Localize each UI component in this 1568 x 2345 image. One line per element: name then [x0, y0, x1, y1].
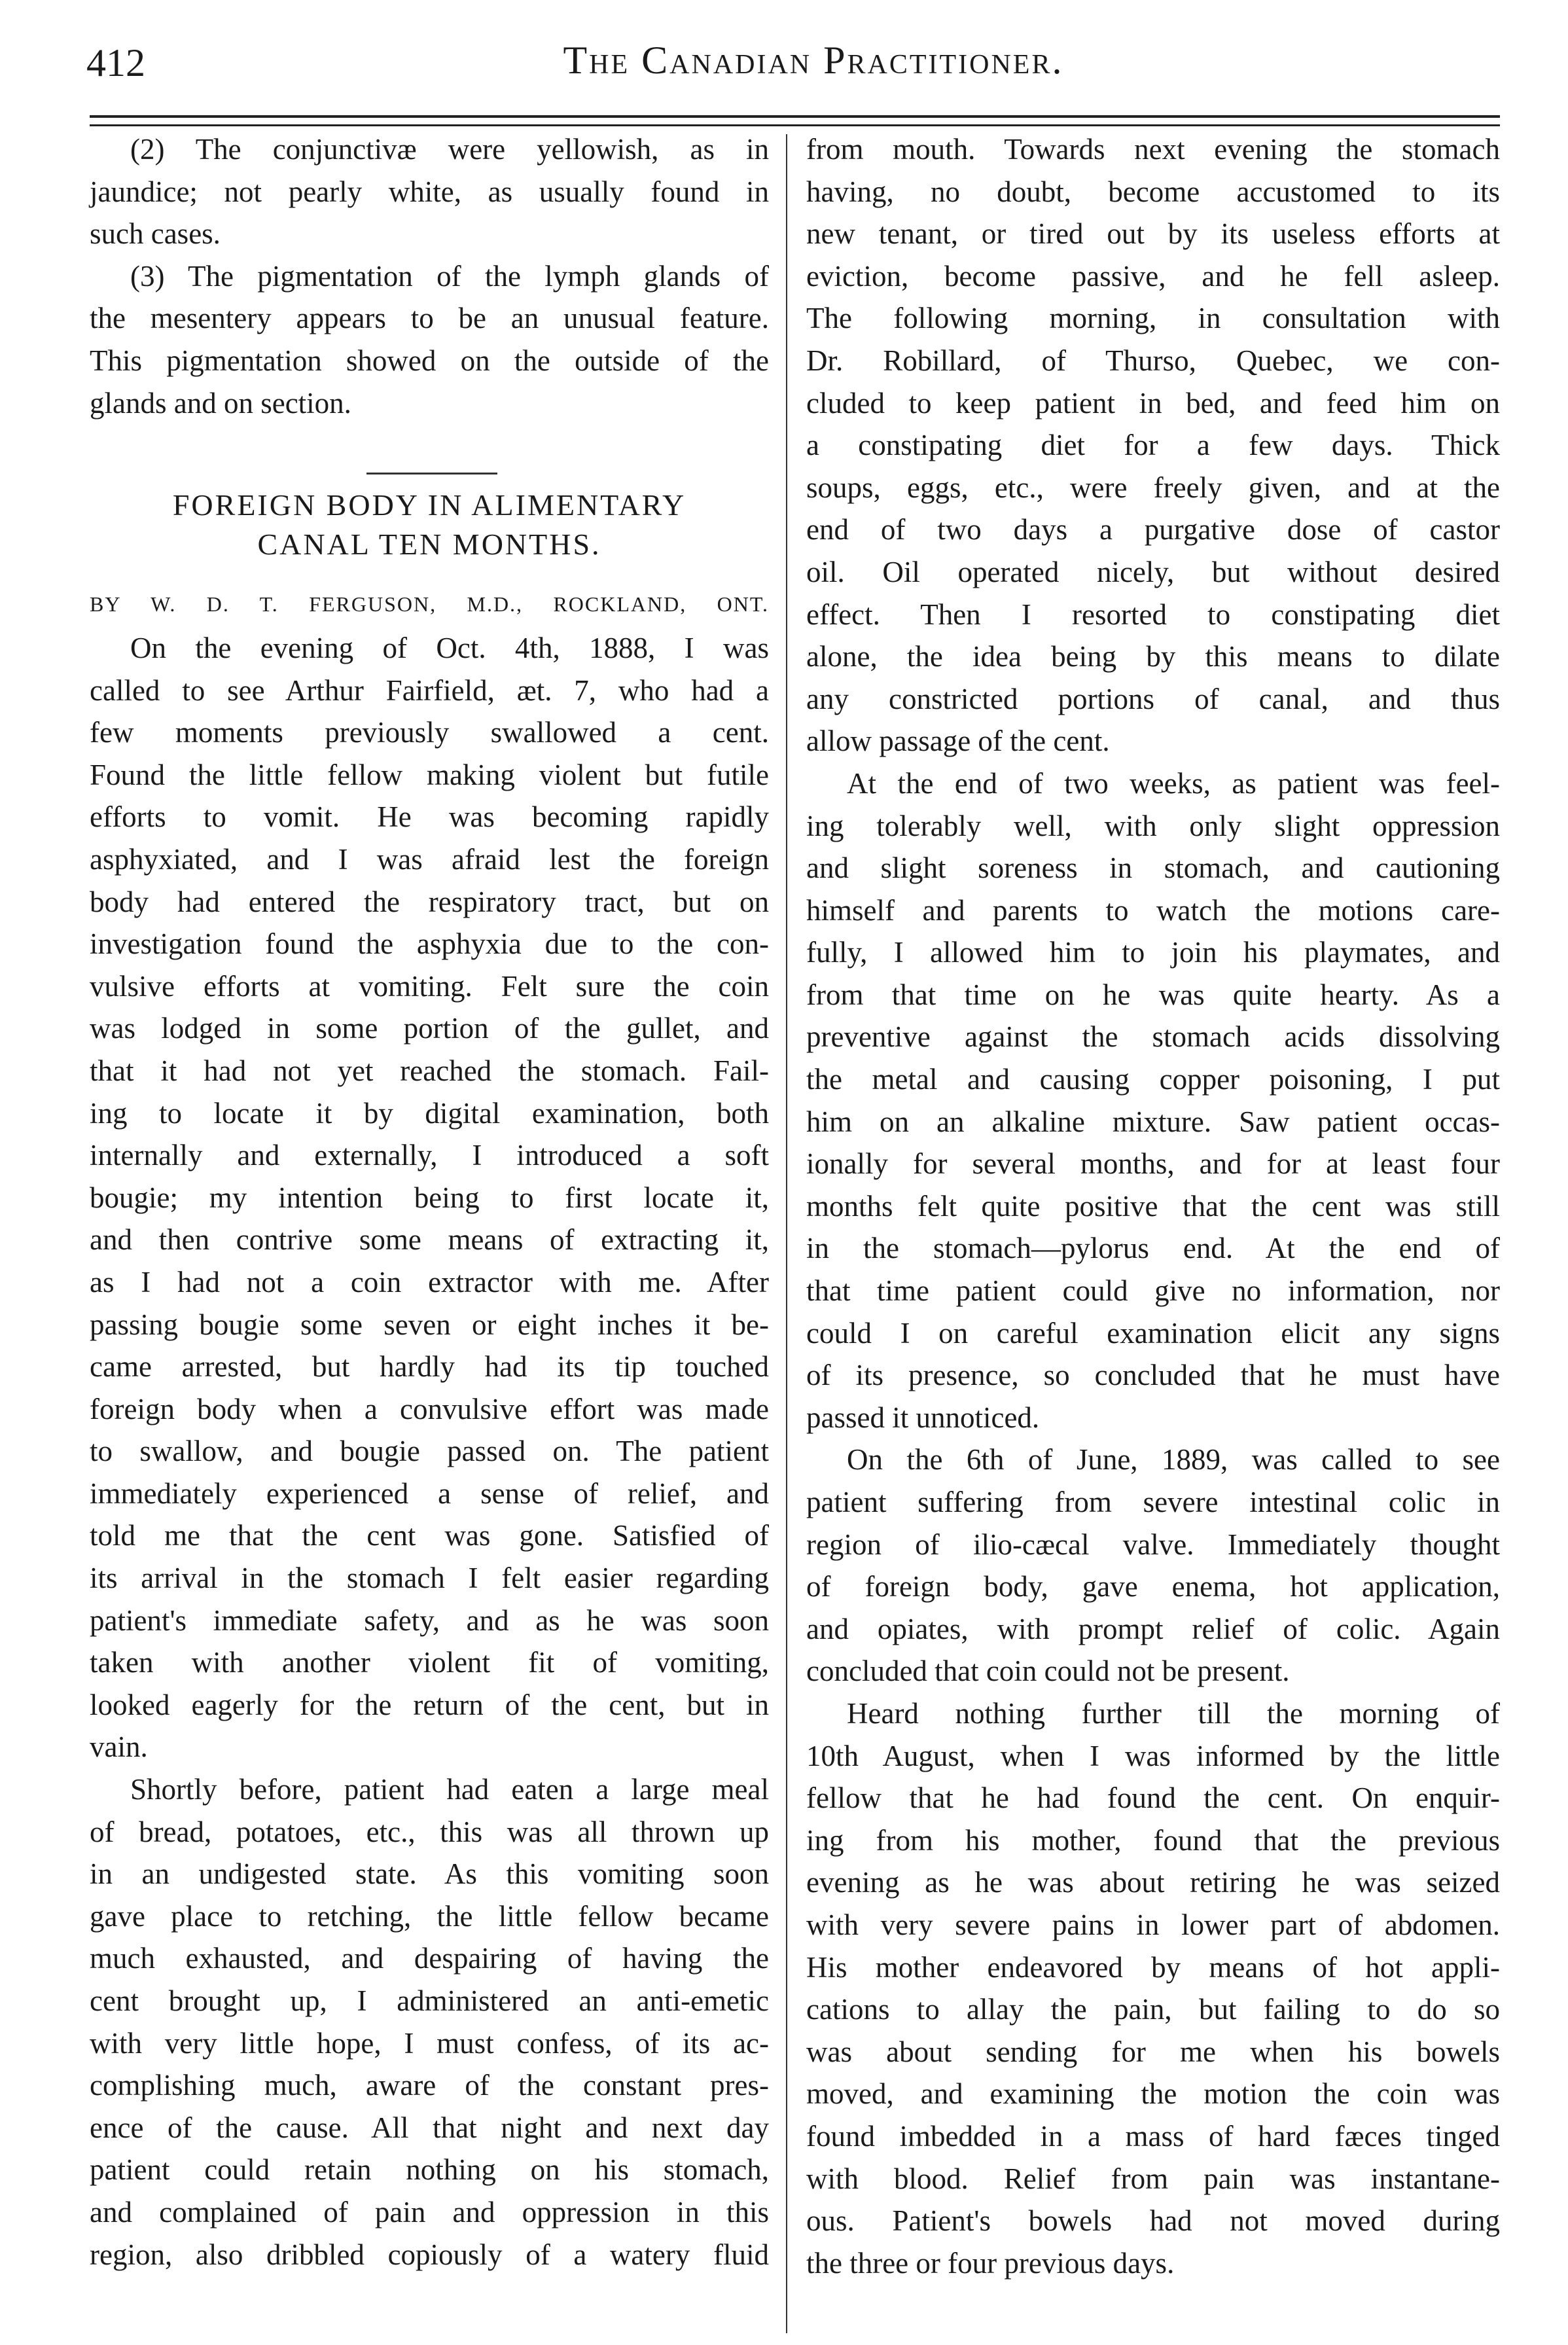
text-line: vain. [90, 1730, 148, 1764]
text-line: to swallow, and bougie passed on. The patient [90, 1435, 769, 1468]
text-line: him on an alkaline mixture. Saw patient occas- [806, 1105, 1500, 1138]
text-line: Shortly before, patient had eaten a large meal [130, 1773, 769, 1806]
text-line: jaundice; not pearly white, as usually found in [90, 175, 769, 208]
left-column-article-body [90, 627, 769, 2276]
paragraph [806, 1692, 1500, 2284]
header-rule-top [90, 115, 1500, 118]
text-line: cations to allay the pain, but failing to do so [806, 1993, 1500, 2026]
text-line: (2) The conjunctivæ were yellowish, as in [130, 133, 769, 166]
running-title: The Canadian Practitioner. [563, 39, 1064, 82]
paragraph [806, 762, 1500, 1439]
text-line: patient's immediate safety, and as he was soon [90, 1603, 769, 1637]
text-line: passing bougie some seven or eight inches it be- [90, 1308, 769, 1341]
text-line: that time patient could give no information, nor [806, 1274, 1500, 1308]
text-line: from mouth. Towards next evening the stomach [806, 133, 1500, 166]
text-line: and complained of pain and oppression in this [90, 2195, 769, 2229]
text-line: moved, and examining the motion the coin was [806, 2077, 1500, 2111]
text-line: much exhausted, and despairing of having the [90, 1942, 769, 1975]
text-line: patient suffering from severe intestinal colic in [806, 1486, 1500, 1518]
text-line: such cases. [90, 217, 221, 251]
text-line: found imbedded in a mass of hard fæces tinged [806, 2119, 1500, 2153]
text-line: of its presence, so concluded that he must have [806, 1359, 1500, 1392]
paragraph [90, 128, 769, 255]
text-line: months felt quite positive that the cent was still [806, 1189, 1500, 1223]
paragraph [806, 1439, 1500, 1692]
paragraph [806, 128, 1500, 762]
text-line: concluded that coin could not be present. [806, 1655, 1290, 1688]
text-line: the metal and causing copper poisoning, I put [806, 1063, 1500, 1096]
text-line: as I had not a coin extractor with me. After [90, 1265, 769, 1298]
text-line: allow passage of the cent. [806, 725, 1110, 758]
text-line: in the stomach—pylorus end. At the end of [806, 1232, 1500, 1265]
text-line: (3) The pigmentation of the lymph glands of [130, 259, 769, 293]
text-line: eviction, become passive, and he fell asleep. [806, 259, 1500, 293]
text-line: could I on careful examination elicit any signs [806, 1316, 1500, 1350]
text-line: internally and externally, I introduced a soft [90, 1139, 769, 1172]
text-line: having, no doubt, become accustomed to its [806, 175, 1500, 208]
text-line: ous. Patient's bowels had not moved during [806, 2204, 1500, 2238]
text-line: His mother endeavored by means of hot appli- [806, 1950, 1500, 1984]
article-title-line-1: FOREIGN BODY IN ALIMENTARY [172, 488, 686, 522]
text-line: with very severe pains in lower part of abdomen. [806, 1908, 1500, 1941]
text-line: This pigmentation showed on the outside of the [90, 344, 769, 377]
text-line: himself and parents to watch the motions care- [806, 893, 1500, 927]
text-line: the mesentery appears to be an unusual feature. [90, 302, 769, 335]
text-line: bougie; my intention being to first locate it, [90, 1181, 769, 1214]
right-column-article-body [806, 128, 1500, 2284]
text-line: with very little hope, I must confess, of its ac- [90, 2026, 769, 2060]
text-line: On the 6th of June, 1889, was called to see [847, 1443, 1500, 1477]
text-line: came arrested, but hardly had its tip touched [90, 1350, 769, 1384]
text-line: few moments previously swallowed a cent. [90, 716, 769, 749]
text-line: oil. Oil operated nicely, but without desired [806, 555, 1500, 588]
text-line: investigation found the asphyxia due to the con- [90, 927, 769, 961]
text-line: 10th August, when I was informed by the little [806, 1739, 1500, 1772]
text-line: and slight soreness in stomach, and cautioning [806, 851, 1500, 885]
text-line: preventive against the stomach acids dissolving [806, 1020, 1500, 1054]
text-line: any constricted portions of canal, and thus [806, 682, 1500, 715]
text-line: and opiates, with prompt relief of colic. Again [806, 1612, 1500, 1645]
text-line: asphyxiated, and I was afraid lest the foreign [90, 842, 769, 876]
text-line: of bread, potatoes, etc., this was all thrown up [90, 1815, 769, 1848]
text-line: Found the little fellow making violent but futile [90, 758, 769, 791]
text-line: taken with another violent fit of vomiting, [90, 1646, 769, 1679]
text-line: that it had not yet reached the stomach. Fail- [90, 1054, 769, 1087]
text-line: effect. Then I resorted to constipating diet [806, 598, 1500, 631]
text-line: region of ilio-cæcal valve. Immediately thought [806, 1528, 1500, 1561]
text-line: The following morning, in consultation with [806, 302, 1500, 335]
left-column-prior-article [90, 128, 769, 424]
text-line: of foreign body, gave enema, hot application, [806, 1570, 1500, 1603]
text-line: called to see Arthur Fairfield, æt. 7, who had a [90, 673, 769, 707]
header-rule-bottom [90, 124, 1500, 126]
text-line: from that time on he was quite hearty. As a [806, 978, 1500, 1011]
text-line: efforts to vomit. He was becoming rapidly [90, 800, 769, 834]
text-line: complishing much, aware of the constant pres- [90, 2069, 769, 2102]
text-line: soups, eggs, etc., were freely given, and at the [806, 471, 1500, 504]
text-line: immediately experienced a sense of relief, and [90, 1477, 769, 1510]
column-divider [786, 134, 787, 2333]
text-line: body had entered the respiratory tract, but on [90, 885, 769, 918]
paragraph [90, 627, 769, 1768]
article-title-line-2: CANAL TEN MONTHS. [257, 528, 601, 561]
text-line: patient could retain nothing on his stomach, [90, 2153, 769, 2187]
text-line: in an undigested state. As this vomiting soon [90, 1857, 769, 1891]
text-line: alone, the idea being by this means to dilate [806, 640, 1500, 673]
text-line: its arrival in the stomach I felt easier regarding [90, 1562, 769, 1595]
text-line: looked eagerly for the return of the cent, but in [90, 1688, 769, 1721]
text-line: fully, I allowed him to join his playmates, and [806, 936, 1500, 969]
paragraph [90, 1768, 769, 2276]
text-line: Heard nothing further till the morning of [847, 1696, 1500, 1730]
text-line: ing to locate it by digital examination, both [90, 1096, 769, 1130]
text-line: region, also dribbled copiously of a watery fluid [90, 2238, 769, 2271]
text-line: new tenant, or tired out by its useless efforts at [806, 217, 1500, 251]
text-line: cluded to keep patient in bed, and feed him on [806, 386, 1500, 420]
text-line: vulsive efforts at vomiting. Felt sure the coin [90, 969, 769, 1003]
text-line: the three or four previous days. [806, 2246, 1175, 2280]
text-line: was about sending for me when his bowels [806, 2035, 1500, 2068]
text-line: passed it unnoticed. [806, 1401, 1040, 1434]
text-line: was lodged in some portion of the gullet, and [90, 1012, 769, 1045]
text-line: ing from his mother, found that the previous [806, 1823, 1500, 1857]
text-line: gave place to retching, the little fellow became [90, 1899, 769, 1933]
paragraph [90, 255, 769, 424]
text-line: evening as he was about retiring he was seized [806, 1866, 1500, 1899]
text-line: told me that the cent was gone. Satisfied of [90, 1519, 769, 1552]
text-line: On the evening of Oct. 4th, 1888, I was [130, 632, 769, 664]
text-line: ionally for several months, and for at least four [806, 1147, 1500, 1181]
text-line: At the end of two weeks, as patient was feel- [847, 766, 1500, 800]
text-line: Dr. Robillard, of Thurso, Quebec, we con- [806, 344, 1500, 377]
section-separator [366, 473, 497, 474]
page-number: 412 [86, 41, 145, 84]
text-line: ing tolerably well, with only slight oppression [806, 809, 1500, 842]
text-line: ence of the cause. All that night and next day [90, 2111, 769, 2144]
text-line: cent brought up, I administered an anti-emetic [90, 1984, 769, 2017]
text-line: fellow that he had found the cent. On enquir- [806, 1781, 1500, 1815]
text-line: glands and on section. [90, 386, 351, 420]
text-line: with blood. Relief from pain was instantane- [806, 2162, 1500, 2195]
text-line: a constipating diet for a few days. Thick [806, 429, 1500, 462]
text-line: end of two days a purgative dose of castor [806, 513, 1500, 546]
text-line: and then contrive some means of extracting it, [90, 1223, 769, 1257]
article-byline: BY W. D. T. FERGUSON, M.D., ROCKLAND, ONT. [90, 592, 769, 616]
text-line: foreign body when a convulsive effort was made [90, 1392, 769, 1425]
